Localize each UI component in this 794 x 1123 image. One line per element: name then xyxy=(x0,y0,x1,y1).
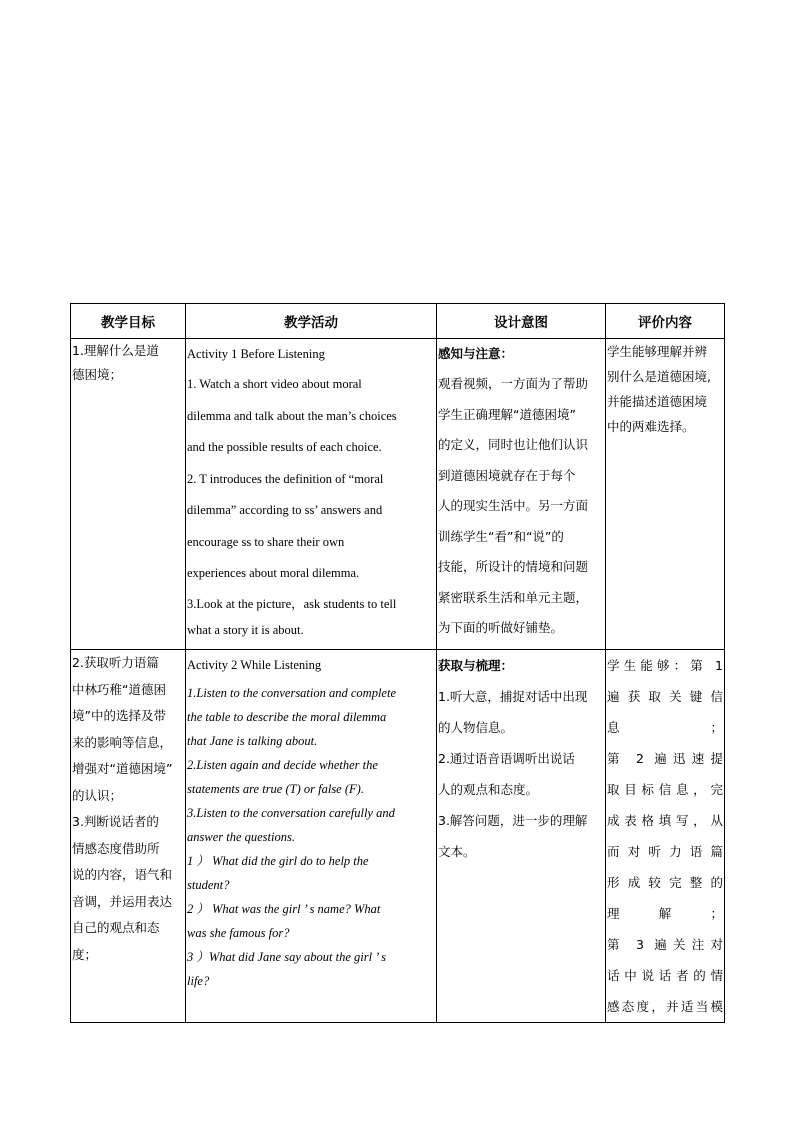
intent-line: 训练学生“看”和“说”的 xyxy=(438,528,564,544)
goal-line: 1.理解什么是道 xyxy=(72,343,159,358)
activity-line: 2. T introduces the definition of “moral xyxy=(187,471,384,486)
goal-line: 自己的观点和态 xyxy=(72,920,160,935)
intent-line: 的定义，同时也让他们认识 xyxy=(438,437,589,452)
lesson-plan-table xyxy=(70,303,725,1023)
intent-line: 文本。 xyxy=(438,844,476,859)
eval-line: 第 3 遍关注对 xyxy=(607,937,723,952)
eval-line: 学生能够理解并辨 xyxy=(607,344,708,359)
intent-heading: 获取与梳理： xyxy=(438,658,514,673)
intent-line: 的人物信息。 xyxy=(438,720,514,735)
activity-line: experiences about moral dilemma. xyxy=(187,566,360,580)
intent-line: 2.通过语音语调听出说话 xyxy=(438,751,575,766)
activity-line: dilemma and talk about the man’s choices xyxy=(187,408,397,423)
activity-line: and the possible results of each choice. xyxy=(187,440,382,454)
activity-line: was she famous for? xyxy=(187,926,290,940)
intent-heading: 感知与注意： xyxy=(438,346,514,361)
activity-line: 3 ）What did Jane say about the girl ’ s xyxy=(187,950,386,964)
goal-cell xyxy=(71,339,186,650)
activity-line: that Jane is talking about. xyxy=(187,734,318,748)
table-header-row xyxy=(71,304,725,339)
intent-line: 紧密联系生活和单元主题， xyxy=(438,589,589,605)
goal-line: 音调，并运用表达 xyxy=(72,893,173,909)
activity-title: Activity 2 While Listening xyxy=(187,658,322,672)
activity-line: 2.Listen again and decide whether the xyxy=(187,758,378,772)
activity-line: the table to describe the moral dilemma xyxy=(187,710,387,724)
activity-line: answer the questions. xyxy=(187,830,295,844)
activity-line: 1 ） What did the girl do to help the xyxy=(187,854,369,868)
activity-line: statements are true (T) or false (F). xyxy=(187,782,364,796)
activity-line: 2 ） What was the girl ’ s name? What xyxy=(187,902,381,916)
intent-line: 1.听大意，捕捉对话中出现 xyxy=(438,689,588,704)
eval-line: 话中说话者的情 xyxy=(607,968,723,983)
intent-cell xyxy=(437,650,606,1023)
intent-line: 到道德困境就存在于每个 xyxy=(438,467,576,483)
eval-line: 别什么是道德困境, xyxy=(607,369,711,384)
eval-line: 感态度，并适当模 xyxy=(607,999,723,1014)
eval-line: 形成较完整的 xyxy=(607,875,723,890)
activity-line: dilemma” according to ss’ answers and xyxy=(187,503,383,517)
header-evaluation: 评价内容 xyxy=(606,304,725,339)
intent-cell xyxy=(437,339,606,650)
activity-line: student? xyxy=(187,878,230,892)
goal-line: 2.获取听力语篇 xyxy=(72,655,159,670)
intent-line: 技能，所设计的情境和问题 xyxy=(438,559,589,574)
intent-line: 3.解答问题，进一步的理解 xyxy=(438,813,588,828)
eval-line: 成表格填写，从 xyxy=(607,813,723,828)
goal-line: 中林巧稚“道德困 xyxy=(72,681,166,697)
intent-line: 人的观点和态度。 xyxy=(438,782,539,797)
goal-line: 度； xyxy=(72,946,98,962)
intent-line: 人的现实生活中。另一方面 xyxy=(438,498,589,513)
goal-line: 来的影响等信息， xyxy=(72,734,173,750)
activity-line: 3.Look at the picture，ask students to tell xyxy=(187,596,397,611)
goal-line: 情感态度借助所 xyxy=(72,840,160,856)
table-row xyxy=(71,650,725,1023)
activity-line: 1. Watch a short video about moral xyxy=(187,377,362,391)
goal-line: 的认识； xyxy=(72,787,123,803)
evaluation-cell xyxy=(606,339,725,650)
eval-line: 取目标信息，完 xyxy=(607,782,723,797)
activity-line: what a story it is about. xyxy=(187,622,304,637)
table-row xyxy=(71,339,725,650)
eval-line: 而对听力语篇 xyxy=(607,844,723,859)
eval-line: 中的两难选择。 xyxy=(607,419,695,434)
eval-line: 遍获取关键信 xyxy=(607,689,723,704)
activity-line: 3.Listen to the conversation carefully and xyxy=(187,806,395,820)
goal-cell xyxy=(71,650,186,1023)
activity-line: life? xyxy=(187,974,210,988)
activity-title: Activity 1 Before Listening xyxy=(187,347,325,361)
goal-line: 说的内容，语气和 xyxy=(72,867,173,882)
eval-line: 学生能够：第 1 xyxy=(607,658,723,673)
evaluation-cell xyxy=(606,650,725,1023)
eval-line: 并能描述道德困境 xyxy=(607,394,708,409)
header-activity: 教学活动 xyxy=(186,304,437,339)
activity-cell xyxy=(186,339,437,650)
header-goal: 教学目标 xyxy=(71,304,186,339)
header-intent: 设计意图 xyxy=(437,304,606,339)
eval-line: 第 2 遍迅速提 xyxy=(607,751,723,766)
activity-cell xyxy=(186,650,437,1023)
goal-line: 增强对“道德困境” xyxy=(72,761,173,776)
goal-line: 境”中的选择及带 xyxy=(72,708,166,723)
activity-line: encourage ss to share their own xyxy=(187,534,345,549)
eval-line: 息； xyxy=(607,720,723,735)
goal-line: 德困境； xyxy=(72,367,123,382)
activity-line: 1.Listen to the conversation and complete xyxy=(187,686,396,700)
goal-line: 3.判断说话者的 xyxy=(72,814,159,829)
eval-line: 理 解 ； xyxy=(607,906,723,921)
intent-line: 观看视频，一方面为了帮助 xyxy=(438,376,589,391)
intent-line: 学生正确理解“道德困境” xyxy=(438,406,576,422)
intent-line: 为下面的听做好铺垫。 xyxy=(438,620,564,635)
